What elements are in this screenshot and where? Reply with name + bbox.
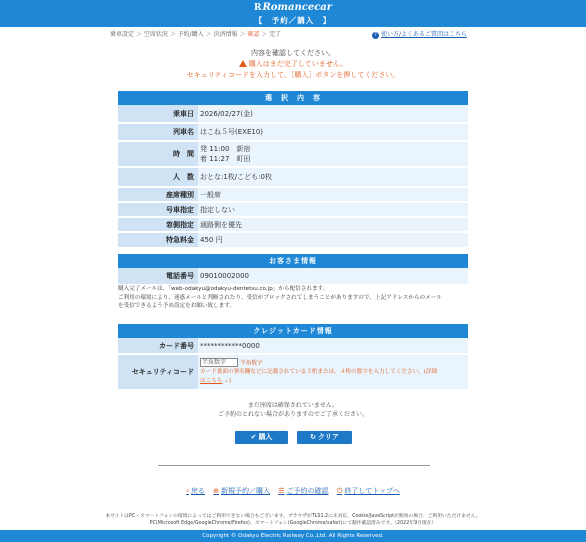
row-label: 号車指定 — [118, 202, 198, 217]
security-code-description: カード裏面の署名欄などに記載されている３桁または、４桁の数字を入力してください。(詳細 — [200, 369, 438, 376]
back-link[interactable]: ‹ 戻る — [186, 487, 205, 495]
logo-mark-icon: R — [253, 3, 262, 13]
departure-time: 発 11:00 新宿 — [200, 145, 251, 153]
row-label: 特急料金 — [118, 232, 198, 248]
email-note-line3: を受信できるよう予め設定をお願い致します。 — [118, 303, 236, 309]
table-row — [118, 202, 468, 217]
divider — [158, 465, 430, 466]
table-row — [118, 338, 468, 354]
credit-table — [118, 338, 468, 391]
credit-section — [118, 324, 468, 391]
clear-button[interactable] — [297, 431, 352, 444]
table-row — [118, 123, 468, 141]
row-label: 座席種別 — [118, 187, 198, 202]
selection-section — [118, 91, 468, 249]
confirm-message: 内容を確認してください。 — [251, 49, 335, 57]
phone-value: 09010002000 — [198, 268, 468, 285]
selection-title: 選 択 内 容 — [118, 91, 468, 105]
footer-note-line1: 本サイトはPC・スマートフォンの環境によってはご利用できない場合もございます。ブラウザがTLS1.2に未対応、Cookie/JavaScriptが無効の場合、ご利用いただけません。 — [105, 514, 481, 519]
table-row — [118, 105, 468, 123]
row-label: 窓側指定 — [118, 217, 198, 232]
row-value: 450 円 — [198, 232, 468, 248]
email-note-line2: ご利用の環境により、迷惑メールと判断されたり、受信がブロックされてしまうことがありますので、上記アドレスからのメール — [118, 294, 442, 301]
footer-note — [0, 513, 586, 527]
row-value: 通路側を優先 — [198, 217, 468, 232]
security-code-label: セキュリティコード — [118, 354, 198, 390]
power-icon: ⏻ — [336, 487, 343, 495]
plus-circle-icon: ⊕ — [213, 487, 220, 495]
row-value: おとな:1枚/こども:0枚 — [198, 167, 468, 187]
breadcrumb-prev-steps: 乗車設定 ＞ 空席状況 ＞ 予約/購入 ＞ 決済情報 ＞ — [110, 31, 248, 38]
table-row — [118, 167, 468, 187]
table-row — [118, 268, 468, 285]
warning-message — [0, 59, 586, 69]
table-row — [118, 217, 468, 232]
table-row — [118, 232, 468, 248]
security-code-hint: 半角数字 — [240, 360, 263, 367]
row-value-time — [198, 141, 468, 167]
table-row — [118, 141, 468, 167]
chevron-left-icon: ‹ — [186, 487, 189, 495]
customer-section — [118, 254, 468, 286]
row-label: 時 間 — [118, 141, 198, 167]
purchase-button[interactable] — [235, 431, 288, 444]
table-row — [118, 354, 468, 390]
logo-text: Romancecar — [262, 2, 333, 13]
security-code-detail-link[interactable]: はこちら — [200, 378, 223, 385]
breadcrumb-next-steps: ＞ 完了 — [259, 31, 282, 38]
new-booking-link[interactable]: ⊕ 新規予約／購入 — [213, 487, 271, 495]
table-row — [118, 187, 468, 202]
row-value: はこね５号(EXE10) — [198, 123, 468, 141]
help-link-label: 使い方/よくあるご質問はこちら — [381, 31, 468, 38]
row-value: 一般席 — [198, 187, 468, 202]
customer-table — [118, 268, 468, 286]
list-icon: ☰ — [278, 487, 285, 495]
row-label: 乗車日 — [118, 105, 198, 123]
purchase-button-label: 購入 — [258, 433, 273, 441]
email-note-line1: 購入完了メールは、「web-odakyu@odakyu-dentetsu.co.jp」から配信されます。 — [118, 286, 329, 292]
seat-notice-line1: まだ座席は確保されていません。 — [247, 402, 339, 409]
check-icon: ✔ — [250, 433, 257, 441]
footer-note-line2: PC(Microsoft Edge/GoogleChrome/Firefox)、スマートフォン(GoogleChrome/safari)にて動作確認済みです。（2022年9月現在） — [149, 521, 437, 526]
row-label: 列車名 — [118, 123, 198, 141]
card-number-value: ************0000 — [198, 338, 468, 354]
breadcrumb-current: 確認 — [247, 31, 260, 38]
seat-notice-line2: ご予約のとれない場合がありますのでご了承ください。 — [217, 411, 368, 418]
page-subtitle: 【 予約／購入 】 — [254, 16, 332, 25]
security-code-input[interactable]: 半角数字 — [200, 358, 238, 367]
copyright-bar: Copyright © Odakyu Electric Railway Co.,Ltd. All Rights Reserved. — [0, 530, 586, 542]
card-number-label: カード番号 — [118, 338, 198, 354]
bottom-nav — [0, 486, 586, 496]
exit-top-link[interactable]: ⏻ 終了してトップへ — [336, 487, 400, 495]
row-value: 2026/02/27(金) — [198, 105, 468, 123]
phone-label: 電話番号 — [118, 268, 198, 285]
row-value: 指定しない — [198, 202, 468, 217]
row-label: 人 数 — [118, 167, 198, 187]
arrival-time: 着 11:27 町田 — [200, 155, 251, 163]
security-code-cell — [198, 354, 468, 390]
warning-text: 購入はまだ完了していません。 — [248, 60, 348, 68]
romancecar-logo[interactable] — [0, 2, 586, 13]
credit-title: クレジットカード情報 — [118, 324, 468, 338]
check-booking-link[interactable]: ☰ ご予約の確認 — [278, 487, 329, 495]
help-link[interactable] — [372, 29, 467, 39]
refresh-icon: ↻ — [310, 433, 316, 441]
site-header — [0, 0, 586, 27]
chevron-down-icon: ⌄) — [222, 378, 232, 385]
email-note — [118, 285, 468, 311]
question-icon: ? — [372, 32, 379, 39]
clear-button-label: クリア — [317, 433, 339, 441]
selection-table — [118, 105, 468, 249]
customer-title: お客さま情報 — [118, 254, 468, 268]
breadcrumb — [110, 29, 281, 38]
instruction-message: セキュリティコードを入力して、［購入］ボタンを押してください。 — [186, 71, 400, 79]
warning-icon — [239, 60, 247, 67]
